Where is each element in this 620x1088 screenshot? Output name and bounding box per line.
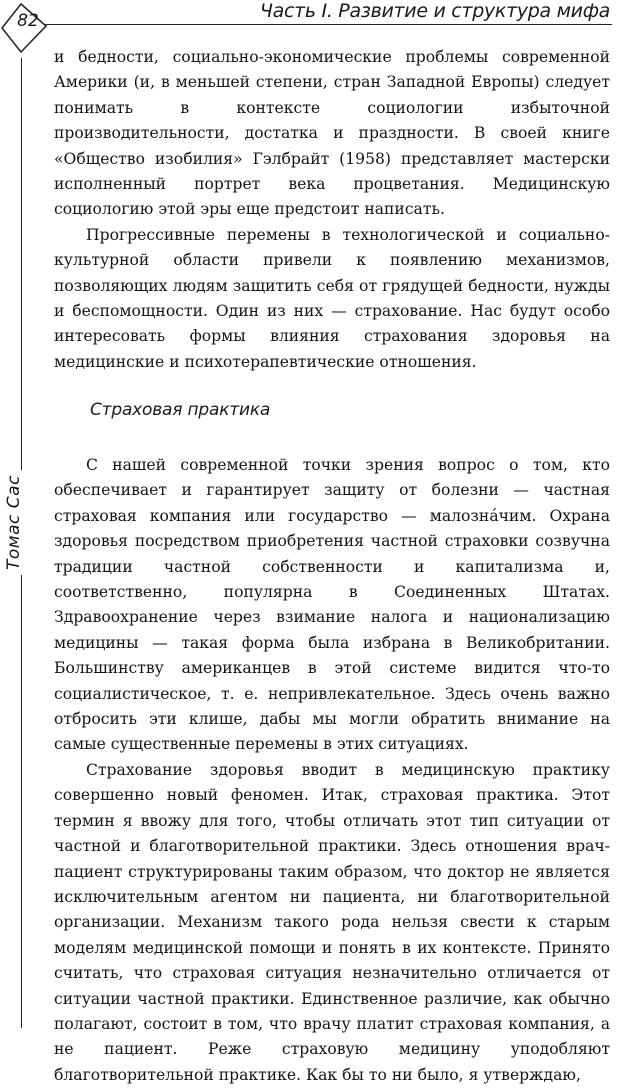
- section-text: [54, 453, 610, 1088]
- paragraph: и бедности, социально-экономические проблемы современной Америки (и, в меньшей степени, стран Западной Европы) следует понимать в контексте социологии избыточной производительности, достатка и праздности. В своей книге «Общество изобилия» Гэлбрайт (1958) представляет мастерски исполненный портрет века процветания. Медицинскую социологию этой эры еще предстоит написать.: [54, 48, 610, 219]
- page-number-badge: [0, 0, 56, 56]
- page-number: 82: [17, 11, 39, 31]
- running-title: Часть I. Развитие и структура мифа: [259, 0, 610, 22]
- header-rule: [40, 24, 612, 25]
- paragraph: Страхование здоровья вводит в медицинскую практику совершенно новый феномен. Итак, страховая практика. Этот термин я ввожу для того, чтобы отличать этот тип ситуации от частной и благотворительной практики. Здесь отношения врач-пациент структурированы таким образом, что доктор не является исключительным агентом ни пациента, ни благотворительной организации. Механизм такого рода нельзя свести к старым моделям медицинской помощи и понять в их контексте. Принято считать, что страховая ситуация незначительно отличается от ситуации частной практики. Единственное различие, как обычно полагают, состоит в том, что врачу платит страховая компания, а не пациент. Реже страховую медицину уподобляют благотворительной практике. Как бы то ни было, я утверждаю,: [54, 760, 610, 1084]
- section-heading: Страховая практика: [90, 400, 271, 420]
- paragraph: Прогрессивные перемены в технологической и социально-культурной области привели к появлению механизмов, позволяющих людям защитить себя от грядущей бедности, нужды и беспомощности. Один из них — страхование. Нас будут особо интересовать формы влияния страхования здоровья на медицинские и психотерапевтические отношения.: [54, 225, 610, 371]
- paragraph: С нашей современной точки зрения вопрос о том, кто обеспечивает и гарантирует защиту от болезни — частная страховая компания или государство — малозна́чим. Охрана здоровья посредством приобретения частной страховки созвучна традиции частной собственности и капитализма и, соответственно, популярна в Соединенных Штатах. Здравоохранение через взимание налога и национализацию медицины — такая форма была избрана в Великобритании. Большинству американцев в этой системе видится что-то социалистическое, т. е. непривлекательное. Здесь очень важно отбросить эти клише, дабы мы могли обратить внимание на самые существенные перемены в этих ситуациях.: [54, 456, 610, 754]
- side-author-name: Томас Сас: [4, 470, 24, 575]
- intro-text: [54, 45, 610, 375]
